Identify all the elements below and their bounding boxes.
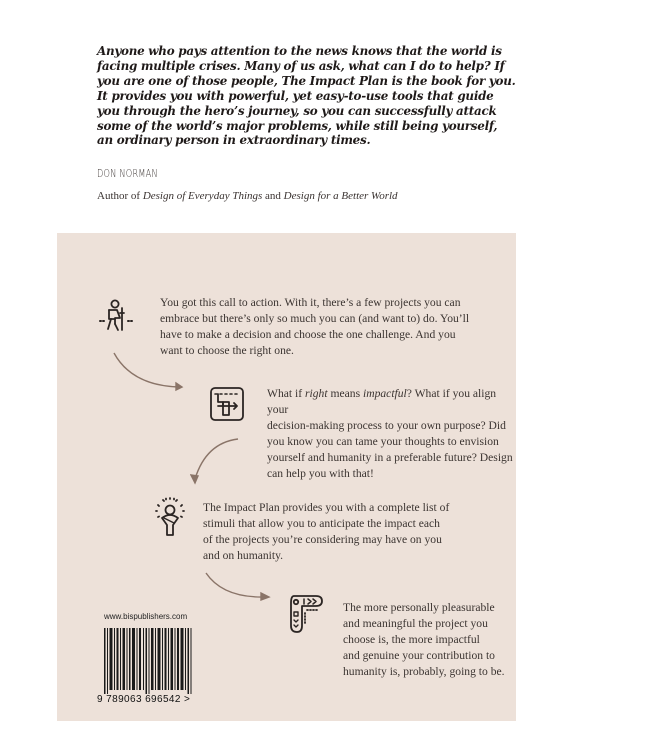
quote-line: you are one of those people, The Impact Plan is the book for you.	[97, 73, 516, 88]
text-fragment: means	[327, 387, 363, 400]
text-emphasis: right	[305, 387, 328, 400]
text-line: The Impact Plan provides you with a complete list of	[203, 501, 450, 514]
boomerang-icon	[284, 592, 326, 634]
curved-arrow-right-icon	[110, 350, 190, 395]
text-emphasis: impactful	[362, 387, 407, 400]
endorser-credentials	[97, 190, 398, 202]
text-line: The more personally pleasurable	[343, 601, 495, 614]
text-line: choose is, the more impactful	[343, 633, 480, 646]
text-line: embrace but there’s only so much you can (and want to) do. You’ll	[160, 312, 470, 325]
text-line: and on humanity.	[203, 549, 284, 562]
quote-line: It provides you with powerful, yet easy-to-use tools that guide	[97, 88, 494, 103]
text-line	[267, 386, 517, 418]
isbn-number: 9 789063 696542 >	[97, 694, 191, 705]
text-line: and genuine your contribution to	[343, 649, 495, 662]
flowchart-icon	[209, 386, 245, 422]
step-3-text	[203, 500, 493, 564]
credentials-prefix: Author of	[97, 190, 143, 202]
text-line: stimuli that allow you to anticipate the impact each	[203, 517, 440, 530]
quote-line: some of the world’s major problems, while still being yourself,	[97, 118, 498, 133]
publisher-website: www.bispublishers.com	[104, 612, 188, 621]
curved-arrow-right-icon	[203, 570, 273, 605]
quote-line: an ordinary person in extraordinary times.	[97, 133, 371, 148]
credentials-and: and	[262, 190, 284, 202]
text-fragment: What if	[267, 387, 305, 400]
text-line: can help you with that!	[267, 467, 374, 480]
step-1-text	[160, 295, 510, 359]
text-line: and meaningful the project you	[343, 617, 488, 630]
book-title-1: Design of Everyday Things	[142, 190, 263, 202]
curved-arrow-down-icon	[190, 435, 245, 490]
quote-line: facing multiple crises. Many of us ask, what can I do to help? If	[97, 58, 505, 73]
text-line: yourself and humanity in a preferable future? Design	[267, 451, 513, 464]
endorsement-quote	[97, 44, 517, 148]
torch-icon	[152, 496, 188, 540]
book-title-2: Design for a Better World	[283, 190, 398, 202]
endorser-name: DON NORMAN	[97, 168, 158, 180]
step-2-text	[267, 386, 517, 482]
step-4-text	[343, 600, 513, 680]
barcode-icon	[104, 628, 194, 694]
text-line: of the projects you’re considering may have on you	[203, 533, 442, 546]
quote-line: Anyone who pays attention to the news knows that the world is	[97, 44, 502, 58]
text-line: you know you can tame your thoughts to envision	[267, 435, 499, 448]
quote-line: you through the hero’s journey, so you can successfully attack	[97, 103, 497, 118]
text-line: have to make a decision and choose the one challenge. And you	[160, 328, 456, 341]
hiker-icon	[96, 296, 138, 338]
text-line: humanity is, probably, going to be.	[343, 665, 505, 678]
text-line: want to choose the right one.	[160, 344, 294, 357]
text-line: You got this call to action. With it, there’s a few projects you can	[160, 296, 461, 309]
text-fragment: ? What if you align your	[267, 387, 497, 416]
text-line: decision-making process to your own purpose? Did	[267, 419, 506, 432]
